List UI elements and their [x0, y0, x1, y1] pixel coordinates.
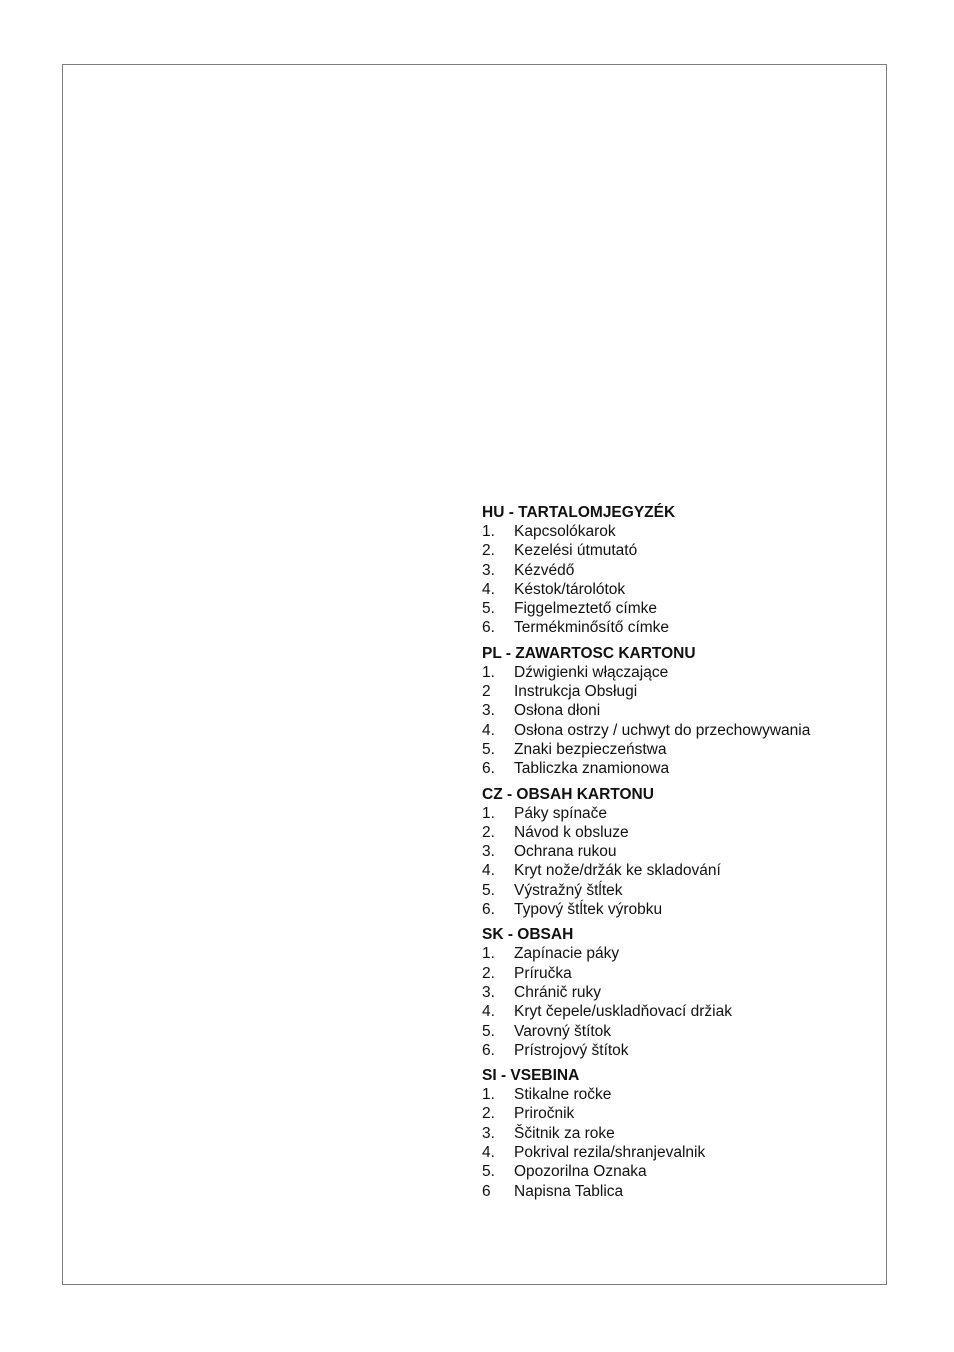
item-text: Osłona ostrzy / uchwyt do przechowywania	[514, 721, 811, 739]
item-number: 1.	[482, 1086, 495, 1104]
list-item	[482, 1143, 882, 1162]
contents-section	[482, 644, 882, 779]
item-number: 1.	[482, 804, 495, 822]
item-number: 5.	[482, 1022, 495, 1040]
contents-section	[482, 1066, 882, 1201]
item-text: Zapínacie páky	[514, 945, 620, 963]
item-text: Typový štĺtek výrobku	[514, 901, 663, 919]
item-text: Ščitnik za roke	[514, 1124, 615, 1142]
item-number: 3.	[482, 561, 495, 579]
list-item	[482, 701, 882, 720]
item-number: 5.	[482, 881, 495, 899]
item-number: 1.	[482, 523, 495, 540]
list-item	[482, 663, 882, 682]
section-heading: SK - OBSAH	[482, 926, 574, 944]
item-text: Kapcsolókarok	[514, 523, 616, 540]
list-item	[482, 740, 882, 759]
list-item	[482, 599, 882, 618]
item-text: Opozorilna Oznaka	[514, 1163, 647, 1181]
item-number: 2	[482, 683, 491, 701]
item-number: 6.	[482, 901, 495, 919]
item-text: Instrukcja Obsługi	[514, 683, 638, 701]
list-item	[482, 823, 882, 842]
contents-list	[482, 503, 882, 1207]
item-number: 4.	[482, 1003, 495, 1021]
list-item	[482, 682, 882, 701]
section-heading: HU - TARTALOMJEGYZÉK	[482, 504, 676, 521]
list-item	[482, 721, 882, 740]
item-number: 3.	[482, 843, 495, 861]
item-text: Kézvédő	[514, 561, 575, 579]
list-item	[482, 842, 882, 861]
item-text: Výstražný štĺtek	[514, 881, 623, 899]
item-text: Znaki bezpieczeństwa	[514, 740, 667, 758]
item-text: Termékminősítő címke	[514, 619, 670, 637]
item-text: Chránič ruky	[514, 983, 601, 1001]
list-item	[482, 944, 882, 963]
list-item	[482, 804, 882, 823]
item-text: Priročnik	[514, 1105, 575, 1123]
item-number: 3.	[482, 702, 495, 720]
list-item	[482, 580, 882, 599]
list-item	[482, 541, 882, 560]
item-number: 2.	[482, 964, 495, 982]
list-item	[482, 1085, 882, 1104]
section-heading: CZ - OBSAH KARTONU	[482, 785, 654, 803]
contents-section	[482, 785, 882, 920]
list-item	[482, 1002, 882, 1021]
list-item	[482, 964, 882, 983]
item-number: 6.	[482, 1041, 495, 1059]
list-item	[482, 1041, 882, 1060]
list-item	[482, 1124, 882, 1143]
item-number: 5.	[482, 600, 495, 618]
list-item	[482, 1104, 882, 1123]
item-text: Dźwigienki włączające	[514, 663, 669, 681]
list-item	[482, 522, 882, 541]
item-text: Kryt čepele/uskladňovací držiak	[514, 1003, 732, 1021]
item-text: Páky spínače	[514, 804, 608, 822]
item-text: Figgelmeztető címke	[514, 600, 657, 618]
item-text: Prístrojový štítok	[514, 1041, 629, 1059]
item-number: 1.	[482, 663, 495, 681]
item-text: Napisna Tablica	[514, 1182, 624, 1200]
list-item	[482, 1022, 882, 1041]
item-number: 2.	[482, 823, 495, 841]
item-text: Príručka	[514, 964, 572, 982]
item-text: Kryt nože/držák ke skladování	[514, 862, 721, 880]
list-item	[482, 759, 882, 778]
item-number: 6.	[482, 760, 495, 778]
item-text: Kezelési útmutató	[514, 542, 638, 560]
item-number: 5.	[482, 1163, 495, 1181]
item-number: 3.	[482, 1124, 495, 1142]
list-item	[482, 1182, 882, 1201]
item-text: Tabliczka znamionowa	[514, 760, 670, 778]
item-number: 4.	[482, 1144, 495, 1162]
contents-section	[482, 925, 882, 1060]
list-item	[482, 618, 882, 637]
item-number: 3.	[482, 983, 495, 1001]
list-item	[482, 861, 882, 880]
item-number: 1.	[482, 945, 495, 963]
item-text: Késtok/tárolótok	[514, 580, 626, 598]
item-text: Ochrana rukou	[514, 843, 617, 861]
contents-section	[482, 503, 882, 638]
section-heading: PL - ZAWARTOSC KARTONU	[482, 644, 696, 662]
list-item	[482, 561, 882, 580]
section-heading: SI - VSEBINA	[482, 1067, 580, 1085]
item-number: 6.	[482, 619, 495, 637]
list-item	[482, 983, 882, 1002]
list-item	[482, 881, 882, 900]
item-text: Pokrival rezila/shranjevalnik	[514, 1144, 706, 1162]
item-number: 4.	[482, 580, 495, 598]
item-number: 5.	[482, 740, 495, 758]
item-text: Návod k obsluze	[514, 823, 629, 841]
item-number: 2.	[482, 542, 495, 560]
list-item	[482, 1162, 882, 1181]
item-text: Stikalne ročke	[514, 1086, 612, 1104]
list-item	[482, 900, 882, 919]
item-text: Osłona dłoni	[514, 702, 601, 720]
item-number: 6	[482, 1182, 491, 1200]
item-number: 2.	[482, 1105, 495, 1123]
item-number: 4.	[482, 862, 495, 880]
item-number: 4.	[482, 721, 495, 739]
item-text: Varovný štítok	[514, 1022, 612, 1040]
